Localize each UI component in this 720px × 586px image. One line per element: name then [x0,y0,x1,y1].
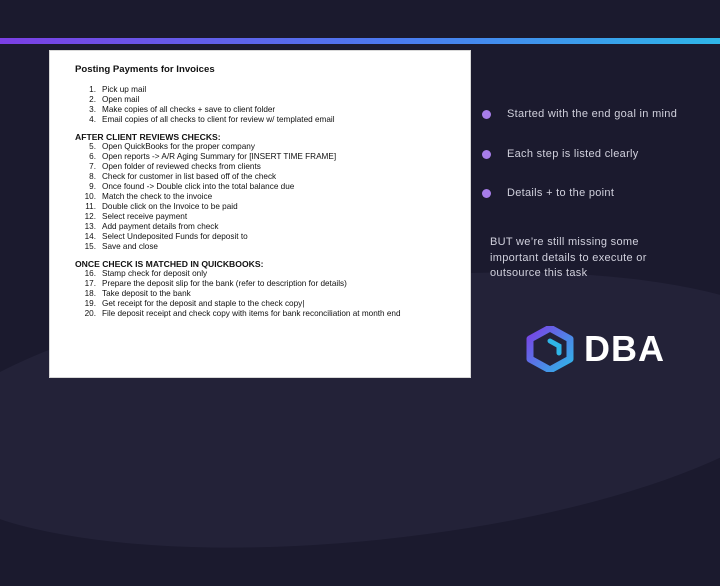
steps-list-c [75,269,470,319]
list-item: 10. Match the check to the invoice [84,192,213,201]
list-item: 17. Prepare the deposit slip for the bank (refer to description for details) [84,279,347,288]
list-item: 6. Open reports -> A/R Aging Summary for [INSERT TIME FRAME] [89,152,337,161]
document-title: Posting Payments for Invoices [75,64,215,75]
list-item: 16. Stamp check for deposit only [84,269,208,278]
takeaway-item: Started with the end goal in mind [482,108,677,120]
procedure-document [50,51,470,377]
section-heading: ONCE CHECK IS MATCHED IN QUICKBOOKS: [75,259,264,269]
bullet-dot-icon [482,150,491,159]
list-item: 15. Save and close [84,242,158,251]
section-heading: AFTER CLIENT REVIEWS CHECKS: [75,132,221,142]
bullet-dot-icon [482,189,491,198]
list-item: 7. Open folder of reviewed checks from clients [89,162,261,171]
list-item: 13. Add payment details from check [84,222,219,231]
list-item: 20. File deposit receipt and check copy with items for bank reconciliation at month end [84,309,401,318]
list-item: 11. Double click on the Invoice to be paid [85,202,238,211]
caveat-note: BUT we’re still missing some important details to execute or outsource this task [490,236,647,279]
steps-list-b [75,142,470,252]
list-item: 12. Select receive payment [84,212,188,221]
logo-wordmark: DBA [584,328,665,369]
list-item: 1. Pick up mail [89,85,147,94]
list-item: 18. Take deposit to the bank [84,289,191,298]
takeaway-item: Details + to the point [482,187,614,199]
steps-list-a [75,85,470,125]
list-item: 5. Open QuickBooks for the proper company [89,142,255,151]
takeaway-item: Each step is listed clearly [482,148,639,160]
dba-logo-icon [526,326,574,372]
list-item: 3. Make copies of all checks + save to client folder [89,105,276,114]
list-item: 14. Select Undeposited Funds for deposit to [84,232,248,241]
list-item: 9. Once found -> Double click into the total balance due [89,182,295,191]
list-item: 19. Get receipt for the deposit and staple to the check copy| [84,299,305,308]
list-item: 8. Check for customer in list based off of the check [89,172,277,181]
accent-bar [0,38,720,44]
list-item: 4. Email copies of all checks to client for review w/ templated email [89,115,335,124]
list-item: 2. Open mail [89,95,140,104]
dba-logo [526,326,665,372]
bullet-dot-icon [482,110,491,119]
